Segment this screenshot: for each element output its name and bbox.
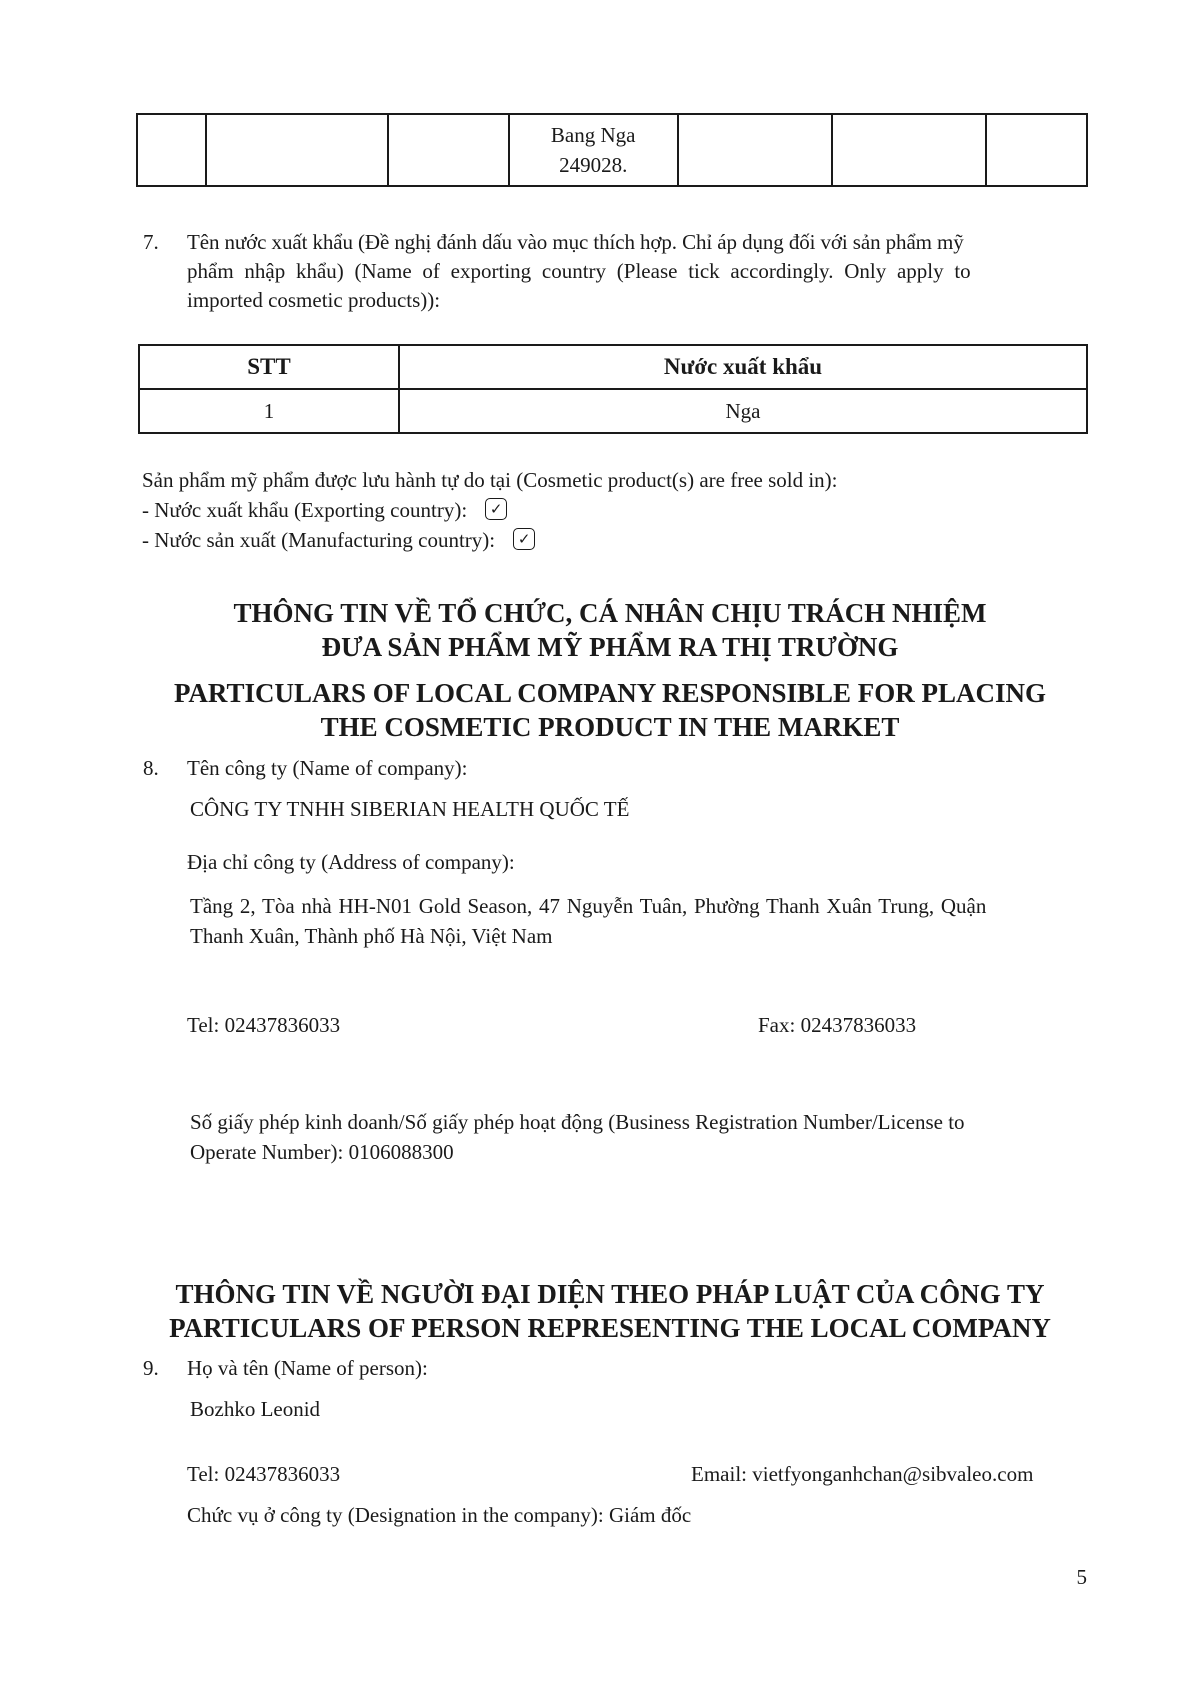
manufacturing-country-checkbox[interactable]: ✓ <box>513 528 535 550</box>
heading-line: ĐƯA SẢN PHẨM MỸ PHẨM RA THỊ TRƯỜNG <box>321 632 899 662</box>
person-name-label: Họ và tên (Name of person): <box>187 1356 428 1380</box>
person-email: Email: vietfyonganhchan@sibvaleo.com <box>691 1462 1034 1486</box>
cell-stt: 1 <box>139 389 399 433</box>
heading-line: THÔNG TIN VỀ NGƯỜI ĐẠI DIỆN THEO PHÁP LUẬT CỦA CÔNG TY <box>175 1279 1045 1309</box>
heading-line: PARTICULARS OF LOCAL COMPANY RESPONSIBLE FOR PLACING <box>173 678 1047 708</box>
table-cell <box>832 114 986 186</box>
item-8-number: 8. <box>143 756 159 780</box>
product-table-continuation <box>136 113 1088 187</box>
company-address-value <box>190 891 1087 951</box>
company-address-label: Địa chỉ công ty (Address of company): <box>187 850 515 874</box>
address-line: Thanh Xuân, Thành phố Hà Nội, Việt Nam <box>190 924 553 948</box>
address-line: 249028. <box>559 153 628 177</box>
column-header-stt: STT <box>139 345 399 389</box>
license-line: Operate Number): 0106088300 <box>190 1140 454 1164</box>
table-cell-address <box>509 114 678 186</box>
business-license <box>190 1107 1087 1167</box>
cell-country: Nga <box>399 389 1087 433</box>
table-cell <box>678 114 832 186</box>
free-sold-intro: Sản phẩm mỹ phẩm được lưu hành tự do tại (Cosmetic product(s) are free sold in): <box>142 468 838 492</box>
address-line: Bang Nga <box>550 123 636 147</box>
exporting-country-checkbox[interactable]: ✓ <box>485 498 507 520</box>
item-7-exporting-country <box>143 228 1088 315</box>
free-sold-section <box>142 465 838 555</box>
exporting-country-table <box>138 344 1088 434</box>
person-name-value: Bozhko Leonid <box>190 1397 321 1421</box>
column-header-country: Nước xuất khẩu <box>399 345 1087 389</box>
table-header-row <box>139 345 1087 389</box>
item-7-text-line: phẩm nhập khẩu) (Name of exporting country (Please tick accordingly. Only apply to <box>187 259 971 283</box>
section-heading-company-en <box>100 676 1120 744</box>
page-number: 5 <box>1076 1565 1087 1589</box>
company-name-value: CÔNG TY TNHH SIBERIAN HEALTH QUỐC TẾ <box>190 797 630 821</box>
heading-line: THÔNG TIN VỀ TỔ CHỨC, CÁ NHÂN CHỊU TRÁCH NHIỆM <box>233 598 987 628</box>
company-name-label: Tên công ty (Name of company): <box>187 756 468 780</box>
table-cell <box>206 114 388 186</box>
person-designation: Chức vụ ở công ty (Designation in the company): Giám đốc <box>187 1503 692 1527</box>
table-cell <box>986 114 1087 186</box>
item-9-number: 9. <box>143 1356 159 1380</box>
company-tel: Tel: 02437836033 <box>187 1013 341 1037</box>
section-heading-company-vi <box>100 596 1120 664</box>
section-heading-person <box>100 1277 1120 1345</box>
table-row <box>139 389 1087 433</box>
manufacturing-country-label: - Nước sản xuất (Manufacturing country): <box>142 528 496 552</box>
address-line: Tầng 2, Tòa nhà HH-N01 Gold Season, 47 Nguyễn Tuân, Phường Thanh Xuân Trung, Quận <box>190 894 987 918</box>
free-sold-exporting-row <box>142 495 838 525</box>
item-number: 7. <box>143 230 159 254</box>
heading-line: PARTICULARS OF PERSON REPRESENTING THE LOCAL COMPANY <box>169 1313 1051 1343</box>
heading-line: THE COSMETIC PRODUCT IN THE MARKET <box>320 712 900 742</box>
company-fax: Fax: 02437836033 <box>758 1013 917 1037</box>
table-cell <box>137 114 206 186</box>
exporting-country-label: - Nước xuất khẩu (Exporting country): <box>142 498 468 522</box>
free-sold-manufacturing-row <box>142 525 838 555</box>
license-line: Số giấy phép kinh doanh/Số giấy phép hoạt động (Business Registration Number/License to <box>190 1110 965 1134</box>
table-cell <box>388 114 509 186</box>
person-tel: Tel: 02437836033 <box>187 1462 341 1486</box>
item-7-text-line: imported cosmetic products)): <box>187 288 441 312</box>
item-7-text-line: Tên nước xuất khẩu (Đề nghị đánh dấu vào mục thích hợp. Chỉ áp dụng đối với sản phẩm mỹ <box>187 230 964 254</box>
